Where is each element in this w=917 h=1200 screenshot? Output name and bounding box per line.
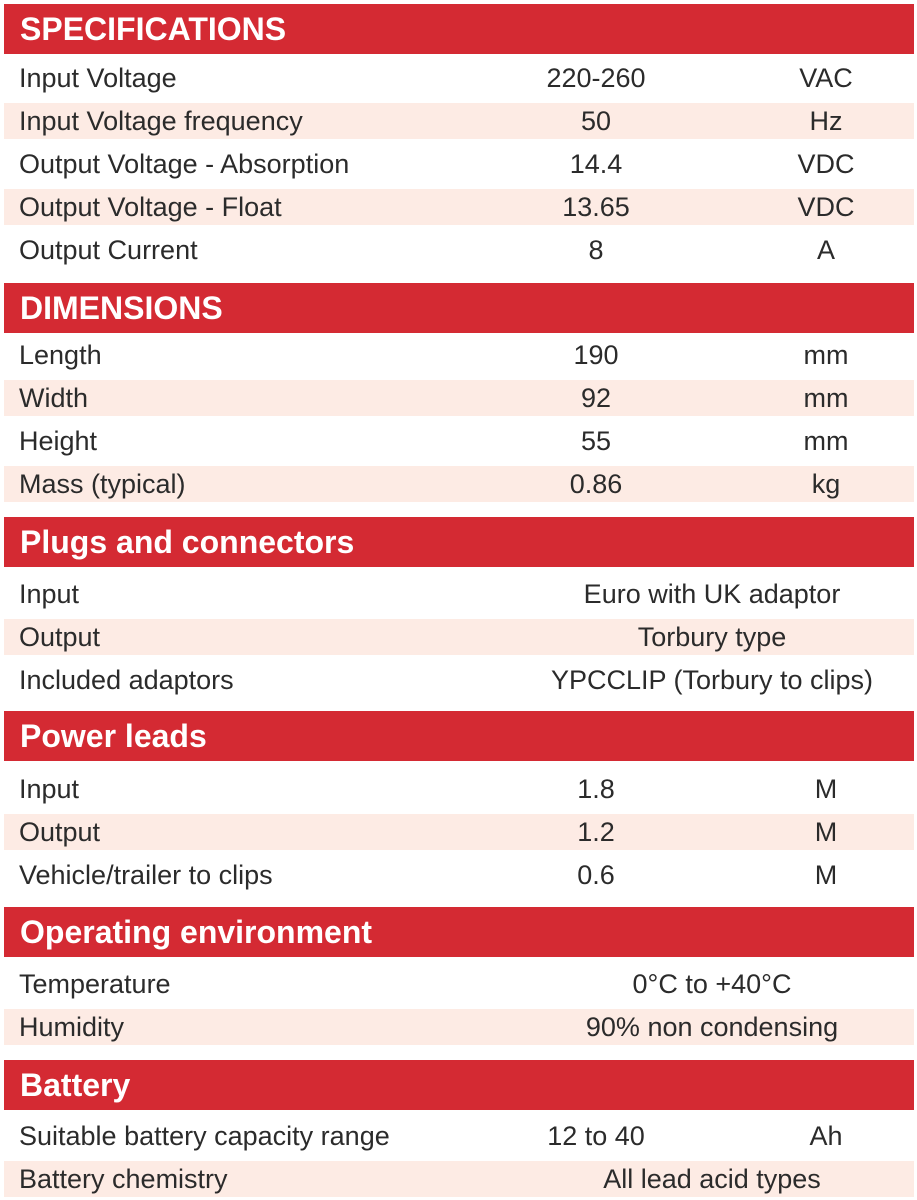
row-label: Input — [19, 579, 80, 609]
row-label: Output — [19, 622, 101, 652]
table-row — [4, 576, 914, 612]
row-label: Output Voltage - Absorption — [19, 149, 350, 179]
row-unit: kg — [811, 469, 841, 499]
row-value: Torbury type — [637, 622, 787, 652]
row-value: Euro with UK adaptor — [583, 579, 841, 609]
row-unit: mm — [803, 340, 849, 370]
row-value: 55 — [580, 426, 612, 456]
row-unit: VAC — [799, 63, 853, 93]
section-header-power-leads: Power leads — [4, 711, 914, 761]
row-unit: Ah — [809, 1121, 843, 1151]
table-row — [4, 814, 914, 850]
table-row — [4, 1009, 914, 1045]
row-value: 190 — [573, 340, 619, 370]
row-unit: VDC — [797, 192, 855, 222]
row-unit: M — [814, 774, 838, 804]
row-value: 90% non condensing — [585, 1012, 839, 1042]
row-unit: mm — [803, 383, 849, 413]
table-row — [4, 966, 914, 1002]
table-row — [4, 857, 914, 893]
table-row — [4, 337, 914, 373]
row-label: Output Current — [19, 235, 198, 265]
table-row — [4, 619, 914, 655]
table-row — [4, 60, 914, 96]
table-row — [4, 1118, 914, 1154]
table-row — [4, 146, 914, 182]
row-value: 50 — [580, 106, 612, 136]
row-value: 0°C to +40°C — [632, 969, 792, 999]
section-header-specifications: SPECIFICATIONS — [4, 4, 914, 54]
row-unit: Hz — [809, 106, 843, 136]
row-value: 14.4 — [569, 149, 623, 179]
row-label: Vehicle/trailer to clips — [19, 860, 273, 890]
row-unit: A — [816, 235, 836, 265]
row-value: 92 — [580, 383, 612, 413]
table-row — [4, 423, 914, 459]
row-label: Input Voltage — [19, 63, 177, 93]
row-label: Output — [19, 817, 101, 847]
table-row — [4, 380, 914, 416]
row-label: Output Voltage - Float — [19, 192, 282, 222]
table-row — [4, 771, 914, 807]
table-row — [4, 103, 914, 139]
row-label: Suitable battery capacity range — [19, 1121, 390, 1151]
section-header-plugs-and-connectors: Plugs and connectors — [4, 517, 914, 567]
row-unit: mm — [803, 426, 849, 456]
row-value: 1.2 — [577, 817, 615, 847]
section-header-operating-environment: Operating environment — [4, 907, 914, 957]
row-label: Input Voltage frequency — [19, 106, 303, 136]
row-label: Width — [19, 383, 89, 413]
row-value: All lead acid types — [603, 1164, 821, 1194]
row-value: YPCCLIP (Torbury to clips) — [550, 665, 874, 695]
row-label: Humidity — [19, 1012, 125, 1042]
row-label: Battery chemistry — [19, 1164, 228, 1194]
table-row — [4, 1161, 914, 1197]
row-label: Mass (typical) — [19, 469, 186, 499]
row-unit: M — [814, 817, 838, 847]
row-value: 1.8 — [577, 774, 615, 804]
table-row — [4, 232, 914, 268]
row-value: 0.6 — [577, 860, 615, 890]
row-value: 220-260 — [546, 63, 646, 93]
row-value: 0.86 — [569, 469, 623, 499]
row-value: 8 — [588, 235, 604, 265]
row-unit: VDC — [797, 149, 855, 179]
row-value: 12 to 40 — [547, 1121, 645, 1151]
table-row — [4, 662, 914, 698]
row-label: Length — [19, 340, 102, 370]
row-label: Input — [19, 774, 80, 804]
row-label: Included adaptors — [19, 665, 234, 695]
row-value: 13.65 — [562, 192, 630, 222]
row-label: Temperature — [19, 969, 171, 999]
row-label: Height — [19, 426, 98, 456]
row-unit: M — [814, 860, 838, 890]
table-row — [4, 466, 914, 502]
section-header-battery: Battery — [4, 1060, 914, 1110]
table-row — [4, 189, 914, 225]
section-header-dimensions: DIMENSIONS — [4, 283, 914, 333]
